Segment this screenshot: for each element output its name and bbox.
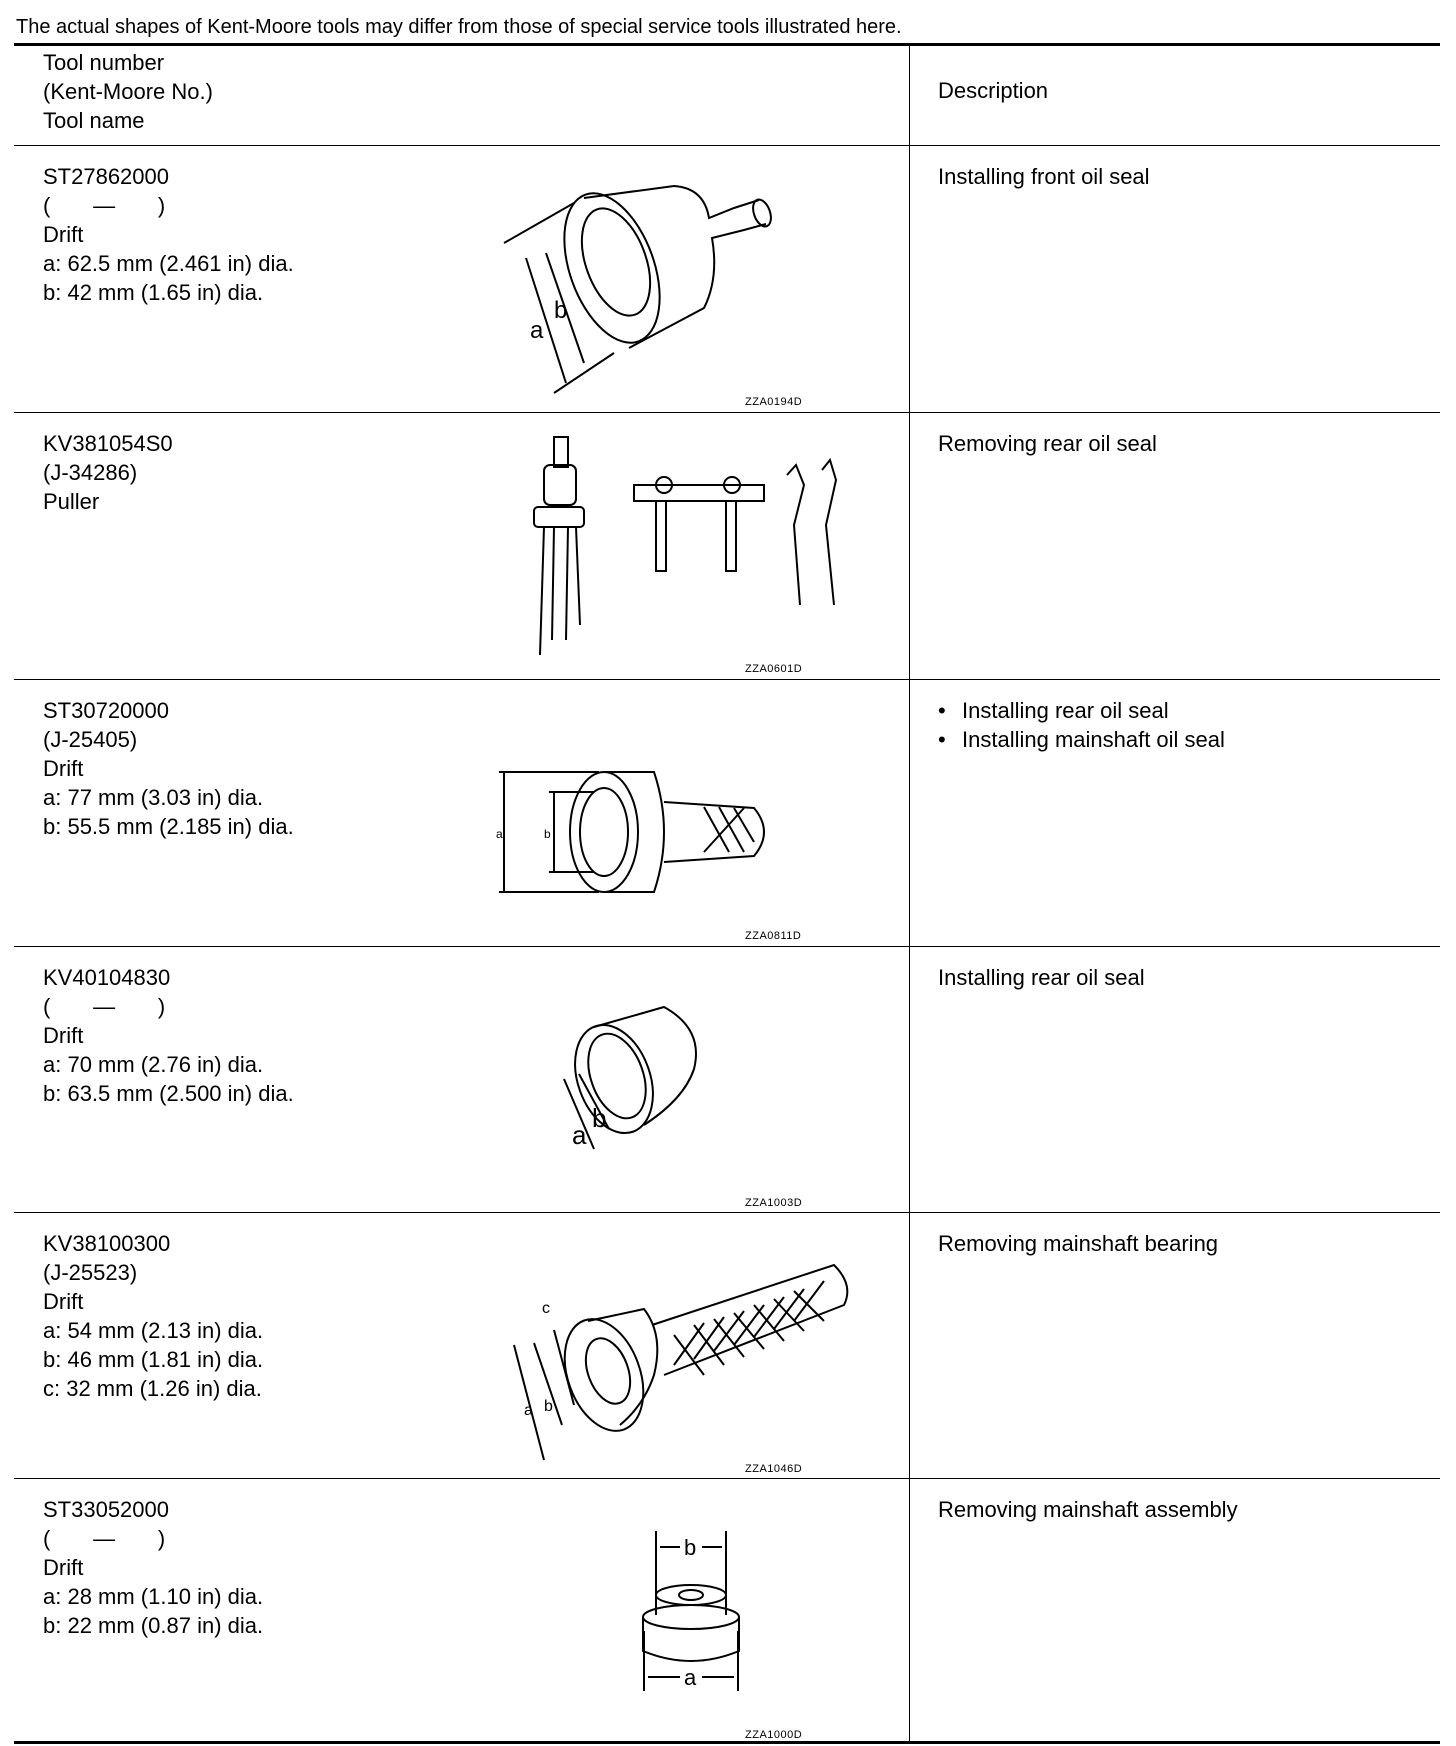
tool-number: KV38100300: [43, 1231, 171, 1256]
description-text: Removing rear oil seal: [938, 431, 1157, 456]
table-top-border: [14, 43, 1440, 46]
dimension-label: a: [530, 317, 544, 344]
image-code: ZZA1000D: [745, 1729, 803, 1741]
table-bottom-border: [14, 1741, 1440, 1744]
spec-b: b: 63.5 mm (2.500 in) dia.: [43, 1081, 294, 1106]
tool-info: [43, 1495, 263, 1640]
description: [938, 1495, 1238, 1524]
tool-name: Drift: [43, 1023, 84, 1048]
tool-info: [43, 162, 294, 307]
dimension-label: b: [554, 297, 568, 324]
tool-name: Drift: [43, 1555, 84, 1580]
description-text: Installing rear oil seal: [938, 965, 1145, 990]
dimension-label: a: [524, 1402, 533, 1419]
dimension-label: a: [572, 1120, 587, 1150]
tool-info: [43, 1229, 263, 1403]
header-line: Tool number: [43, 50, 165, 75]
description: [938, 1229, 1218, 1258]
tool-name: Puller: [43, 489, 100, 514]
header-description: Description: [938, 78, 1049, 103]
table-row: [14, 947, 1440, 1213]
tool-name: Drift: [43, 222, 84, 247]
tool-number: ST30720000: [43, 698, 169, 723]
description: [938, 429, 1157, 458]
spec-b: b: 46 mm (1.81 in) dia.: [43, 1347, 264, 1372]
spec-b: b: 55.5 mm (2.185 in) dia.: [43, 814, 294, 839]
spec-a: a: 77 mm (3.03 in) dia.: [43, 785, 264, 810]
drift-illustration: [496, 692, 864, 932]
description: [938, 162, 1150, 191]
tool-name: Drift: [43, 1289, 84, 1314]
kent-moore-number: ( — ): [43, 193, 166, 218]
drift-illustration: [504, 1225, 864, 1465]
spec-a: a: 28 mm (1.10 in) dia.: [43, 1584, 264, 1609]
dimension-label: a: [684, 1665, 697, 1690]
image-code: ZZA0601D: [745, 663, 803, 675]
spec-a: a: 62.5 mm (2.461 in) dia.: [43, 251, 294, 276]
dimension-label: b: [544, 1398, 553, 1415]
tool-number: ST27862000: [43, 164, 169, 189]
description: [938, 963, 1145, 992]
tool-number: ST33052000: [43, 1497, 169, 1522]
kent-moore-number: (J-34286): [43, 460, 138, 485]
kent-moore-number: ( — ): [43, 1526, 166, 1551]
tool-number: KV40104830: [43, 965, 171, 990]
dimension-label: a: [496, 827, 503, 841]
image-code: ZZA1003D: [745, 1197, 803, 1209]
description-list: [938, 696, 1225, 754]
spec-a: a: 54 mm (2.13 in) dia.: [43, 1318, 264, 1343]
table-row: [14, 413, 1440, 679]
drift-illustration: [504, 1491, 864, 1731]
spec-c: c: 32 mm (1.26 in) dia.: [43, 1376, 262, 1401]
tool-info: [43, 696, 294, 841]
table-row: [14, 1479, 1440, 1745]
image-code: ZZA0811D: [745, 930, 802, 942]
kent-moore-number: ( — ): [43, 994, 166, 1019]
drift-illustration: [504, 959, 864, 1199]
description-text: Installing front oil seal: [938, 164, 1150, 189]
table-row: [14, 680, 1440, 946]
description-item: • Installing rear oil seal: [938, 696, 1225, 725]
tool-name: Drift: [43, 756, 84, 781]
description-item: • Installing mainshaft oil seal: [938, 725, 1225, 754]
dimension-label: c: [542, 1300, 550, 1317]
puller-illustration: [504, 425, 864, 665]
note-text: The actual shapes of Kent-Moore tools may differ from those of special service tools illustrated here.: [16, 16, 902, 38]
header-line: Tool name: [43, 108, 145, 133]
image-code: ZZA0194D: [745, 396, 803, 408]
description-text: Removing mainshaft bearing: [938, 1231, 1219, 1256]
table-row: [14, 1213, 1440, 1479]
tool-info: [43, 963, 294, 1108]
image-code: ZZA1046D: [745, 1463, 803, 1475]
table-row: [14, 146, 1440, 412]
dimension-label: b: [544, 827, 551, 841]
dimension-label: b: [592, 1103, 607, 1133]
description-text: Removing mainshaft assembly: [938, 1497, 1238, 1522]
header-line: (Kent-Moore No.): [43, 79, 213, 104]
header-left: [43, 48, 213, 135]
dimension-label: b: [684, 1535, 697, 1560]
tool-number: KV381054S0: [43, 431, 173, 456]
kent-moore-number: (J-25405): [43, 727, 138, 752]
description: [938, 696, 1225, 754]
tool-info: [43, 429, 173, 516]
kent-moore-number: (J-25523): [43, 1260, 138, 1285]
spec-b: b: 22 mm (0.87 in) dia.: [43, 1613, 264, 1638]
spec-b: b: 42 mm (1.65 in) dia.: [43, 280, 264, 305]
drift-illustration: [504, 158, 864, 398]
spec-a: a: 70 mm (2.76 in) dia.: [43, 1052, 264, 1077]
